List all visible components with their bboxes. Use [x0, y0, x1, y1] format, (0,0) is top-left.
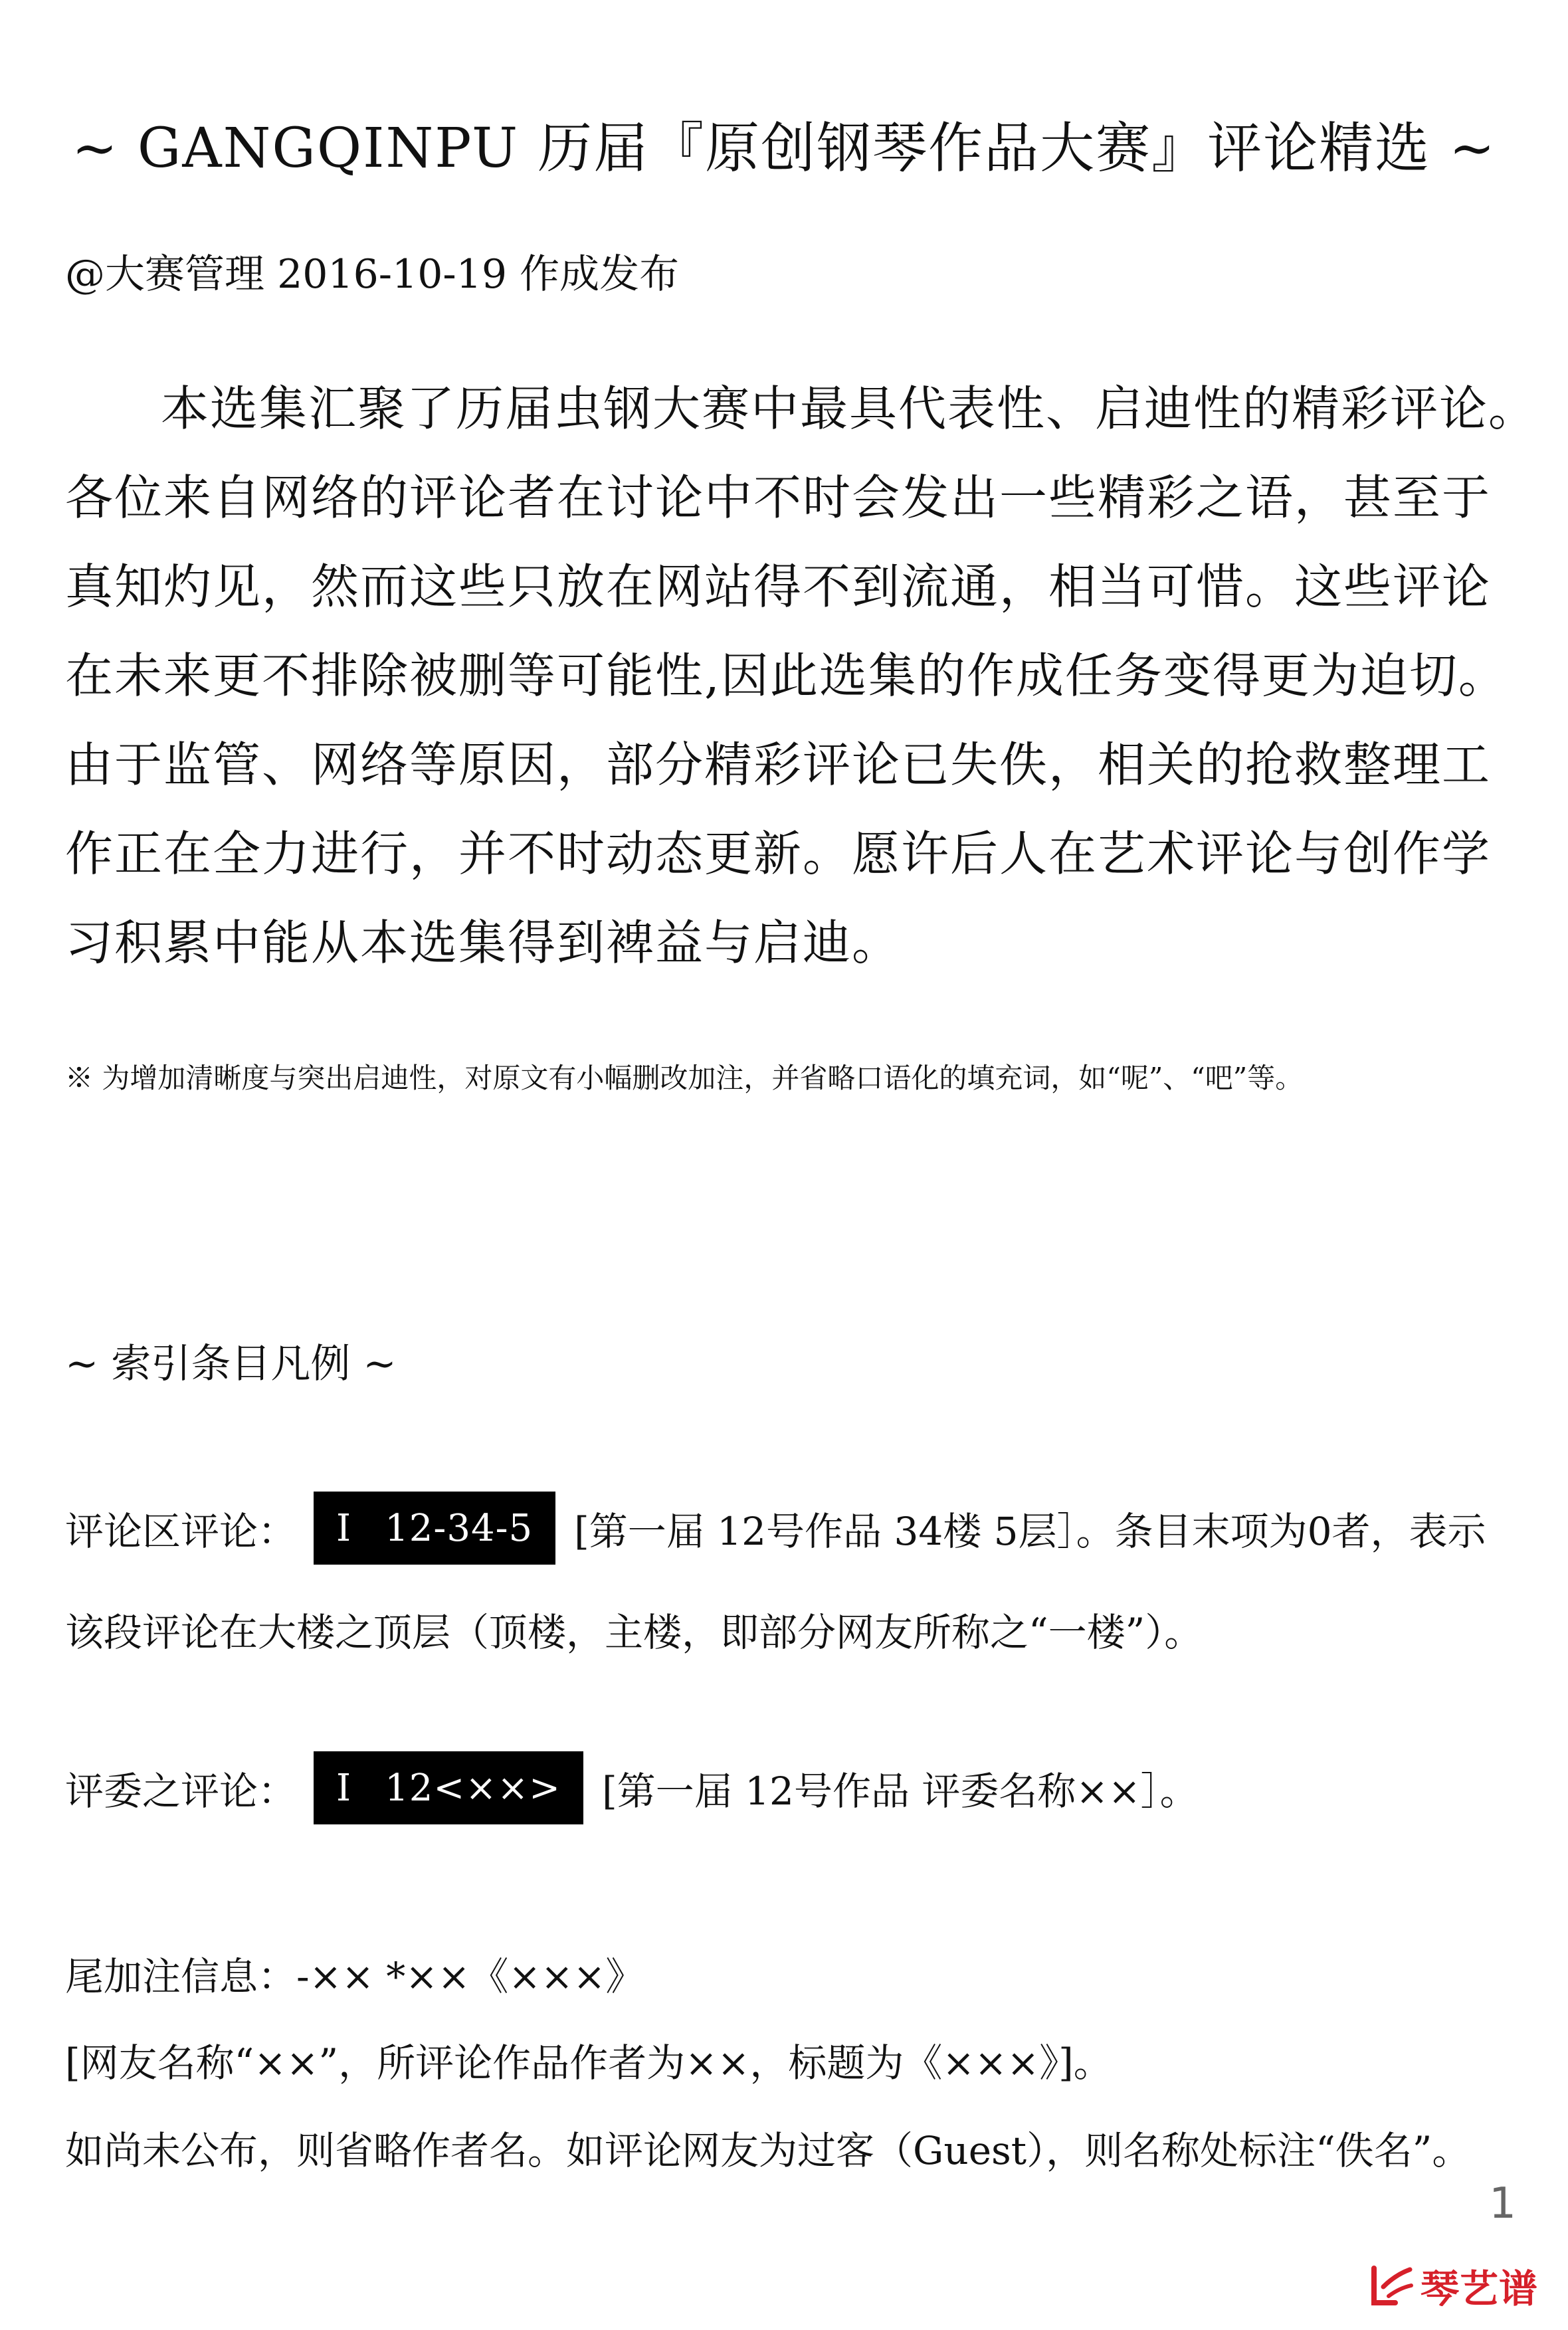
judge-entry	[65, 1751, 1199, 1824]
page-title: ~ GANGQINPU 历届『原创钢琴作品大赛』评论精选 ~	[72, 117, 1496, 180]
footnote-format: 尾加注信息：-×× *××《×××》	[65, 1954, 644, 1999]
comment-area-entry	[65, 1492, 1486, 1565]
footnote-rule: 如尚未公布，则省略作者名。如评论网友为过客（Guest），则名称处标注“佚名”。	[65, 2128, 1471, 2173]
index-heading: ~ 索引条目凡例 ~	[65, 1341, 397, 1387]
editorial-note: ※ 为增加清晰度与突出启迪性，对原文有小幅删改加注，并省略口语化的填充词，如“呢”、“吧”等。	[65, 1062, 1304, 1094]
page-number: 1	[1489, 2179, 1516, 2228]
tag-roman: I	[336, 1766, 352, 1810]
intro-line: 习积累中能从本选集得到裨益与启迪。	[65, 915, 902, 971]
comment-area-label: 评论区评论：	[65, 1509, 297, 1554]
comment-area-tag	[314, 1492, 555, 1565]
footnote-explanation: [网友名称“××”，所评论作品作者为××，标题为《×××》]。	[65, 2040, 1112, 2086]
comment-area-desc: [第一届 12号作品 34楼 5层］。条目末项为0者，表示	[574, 1509, 1486, 1554]
brand-logo	[1369, 2256, 1541, 2315]
intro-line: 由于监管、网络等原因，部分精彩评论已失佚，相关的抢救整理工	[65, 737, 1492, 793]
judge-label: 评委之评论：	[65, 1769, 297, 1814]
brand-mark-icon	[1369, 2262, 1417, 2309]
byline: @大赛管理 2016-10-19 作成发布	[65, 251, 680, 298]
intro-line: 各位来自网络的评论者在讨论中不时会发出一些精彩之语，甚至于	[65, 470, 1492, 526]
brand-name: 琴艺谱	[1421, 2266, 1539, 2311]
comment-area-desc-cont: 该段评论在大楼之顶层（顶楼，主楼，即部分网友所称之“一楼”）。	[65, 1610, 1203, 1655]
tag-code: 12<××>	[385, 1766, 561, 1810]
intro-line: 本选集汇聚了历届虫钢大赛中最具代表性、启迪性的精彩评论。	[161, 381, 1538, 437]
judge-desc: [第一届 12号作品 评委名称××］。	[602, 1769, 1199, 1814]
intro-line: 作正在全力进行，并不时动态更新。愿许后人在艺术评论与创作学	[65, 826, 1492, 882]
intro-paragraph	[65, 364, 1538, 987]
intro-line: 真知灼见，然而这些只放在网站得不到流通，相当可惜。这些评论	[65, 559, 1492, 615]
tag-code: 12-34-5	[385, 1506, 534, 1550]
tag-roman: I	[336, 1506, 352, 1550]
intro-line: 在未来更不排除被删等可能性,因此选集的作成任务变得更为迫切。	[65, 648, 1508, 704]
judge-tag	[314, 1751, 583, 1824]
